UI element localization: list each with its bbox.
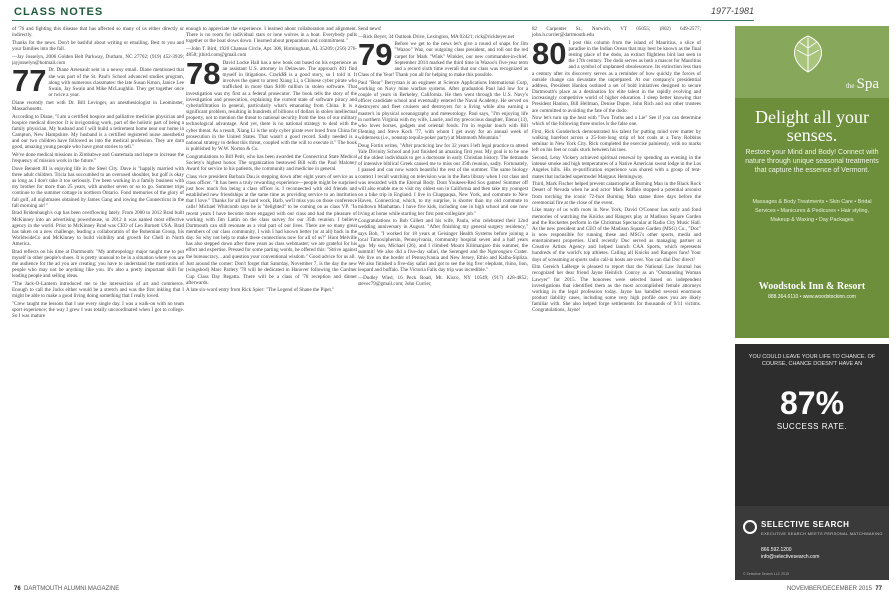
note-paragraph: [358, 80, 528, 142]
note-paragraph: [532, 155, 701, 180]
selective-search-advertisement[interactable]: [735, 344, 889, 580]
note-paragraph: [532, 115, 701, 127]
class-year-entry: [358, 37, 528, 79]
note-text: Diane recently met with Dr. Bill Levinger, an anesthesiologist in Leominster, Massachusetts.: [12, 99, 184, 112]
selective-search-logo-icon: [743, 520, 757, 534]
resort-name: Woodstock Inn & Resort: [758, 281, 866, 292]
note-text: Brad reflects on his time at Dartmouth: "My anthropology major taught me to put myself in other people's shoes. It is pretty unusual to be in a situation where you are the audience for the ad you are creating; you have to understand the motivation of people who may not be anything like you. It's also a pretty important skill for leading people and selling ideas.: [12, 248, 184, 280]
section-title: CLASS NOTES: [14, 6, 104, 18]
note-paragraph: [12, 301, 184, 319]
left-page-number: 76: [14, 586, 21, 592]
note-text: Elm Gereich LaBerge is pleased to report that the National Law Journal has recognized her dear friend Jayne Heinlich Conroy as an "Outstanding Woman Lawyer" for 2015. The honorees were selected based on independent investigations that identified them as the most accomplished female attorneys working in the legal profession today. Jayne has handled several enormous product liability cases, including some very high profile ones you are likely familiar with. She also helped forge settlements for thousands of 9/11 victims. Congratulations, Jayne!: [532, 264, 701, 314]
note-paragraph: [12, 54, 184, 66]
note-text: enough to appreciate the experience. I learned about collaboration and alignment. There is no room for individual stars or lone wolves in a boat. Everybody pulls together or the boat slows down. I learned about preparation and commitment.": [186, 26, 357, 45]
class-year-entry: [12, 63, 184, 99]
class-year-number: 77: [12, 63, 47, 99]
search-ad-copyright: © Selective Search LLC 2015: [743, 572, 789, 576]
note-text: Doug Fortin writes, "After practicing law for 32 years I left legal practice to attend Yale Divinity School and just finished an amazing first year. My goal is to be one of the oldest individuals to get a doctorate in early Christian history. The demands of intensive biblical Greek caused me to miss our 35th reunion, sadly. Fortunately, I passed and can now watch beautiful the rest of the summer. The same biology context I recall watching on television was in the Beta library when I cut class and was rewarded with the Eternal Body. Dont Youkees-Red Sox games! Summer off will also enable me to visit my oldest son in California and then take my youngest on a bike trip in England. I live in Chappaqua, New York, and commute to New Haven, Connecticut, which, to my surprise, is shorter than my old commute to midtown Manhattan. I have five kids, including one in high school and one now living at home while starting her first post-collegiate job.": [358, 142, 528, 217]
note-paragraph: [532, 181, 701, 206]
note-text: Dr. Diane Arsenault sent in a newsy email. Diane mentioned that she was part of the St. Paul's School advanced studies program, along with numerous classmates: the late Susan Kmon, Janice Lee Swain, Jay Swain and Mike McLaughlin. They get together once or twice a year.: [48, 67, 184, 99]
magazine-name: DARTMOUTH ALUMNI MAGAZINE: [24, 586, 120, 592]
note-paragraph: [186, 261, 357, 286]
note-text: Class vice president Barbara Dau is stepping down after eight years of service as a class officer. "It has been a truly rewarding experience—people might be surprised just how much fun being a class officer is. I reconnected with old friends and established new friendships at the same time as providing service to an institution that I love." Thanks for all the hard work, Barb, we'll miss you on those conference calls! Michael Whitcomb says he is "delighted" to be coming on as class VP. "In recent years I have become more engaged with our class and had the pleasure of working with Jim Lattin on the class survey for our 35th reunion. I believe Dartmouth can still resonate as a vital part of our lives. There are so many great members of our class community. I wish I had known better (or at all) back in the day. So why not help to make these connections now for all of us?" Hunt Melville has also stepped down after three years as class webmaster; we are grateful for his effort and expertise. Pressed for some parting words, he offered this: "Strive against the bureaucracy... and question your conventional wisdom." Good advice for us all.: [186, 173, 357, 260]
note-text: 82 Carpenter St., Norwich, VT 05055; (802) 649-2577; john.h.currier@dartmouth.edu: [532, 26, 701, 39]
note-paragraph: [358, 26, 528, 32]
footer-left: [14, 586, 119, 592]
search-ad-name: SELECTIVE SEARCH: [761, 520, 850, 529]
note-text: —Dudley Wied, 16 Peck Road, Mt. Kisco, NY 10549; (917) 428-4852; stevec79@gmail.com; John Currier,: [358, 275, 528, 288]
class-year-number: 79: [358, 37, 393, 73]
note-text: Paul "Bear" Berryman is an engineer at Science Applications International Corp, working on Navy mine warfare systems. After graduation Paul laid low for a couple of years in Berkeley, California. He then went through the U.S. Navy's officer candidate school and eventually entered the Naval Academy. He served on destroyers and fleet cruisers and destroyers for a living while also earning a master's in physical oceanography and meteorology. Paul says, "I'm enjoying life in northern Virginia with my wife, Laurie, and my precocious daughter, Elena (13), who loves horses, gadgets and oriental foods. I'm in regular touch with Bill Fleming and Steve Koch '77, with whom I get away for an annual week of wilderness (i.e., nonstop tequila-poker party) at Mammoth Mountain.": [358, 79, 528, 142]
note-paragraph: [358, 34, 528, 40]
spa-headline: Delight all your senses.: [755, 107, 869, 145]
note-text: We've done medical missions in Zimbabwe and Guatemala and hope to increase the frequency of mission work in the future.": [12, 151, 184, 165]
note-paragraph: [358, 218, 528, 273]
note-paragraph: [12, 249, 184, 280]
resort-contact[interactable]: 888.364.6110 • www.woodstockinn.com: [768, 294, 856, 300]
search-ad-percent: 87%: [779, 385, 845, 421]
column-4: [532, 26, 701, 580]
class-year-number: 78: [186, 55, 221, 91]
right-page-number: 77: [875, 586, 882, 592]
note-text: Third, Mark Fischer helped prevent catastrophe at Burning Man in the Black Rock Desert of Nevada when he and actor Mark Ruffalo stopped a potential arsonist from torching the iconic 72-foot Burning Man statue three days before the ceremonial fire at the close of the event.: [532, 181, 701, 206]
note-paragraph: [532, 129, 701, 154]
note-paragraph: [358, 143, 528, 217]
search-ad-band: [735, 506, 889, 580]
note-text: "The Jack-O-Lantern introduced me to the intersection of art and commerce. Enough to call the Jacks either would be a stretch and was the first inkling that I might be able to make a good living doing something that I really loved.: [12, 281, 184, 300]
class-year-entry: [186, 55, 357, 152]
note-text: Just around the corner: Don't forget that Saturday, November 7, is the day the new (wingshod) Marc Parlery '78 will be dedicated in Hanover following the Gardner Cup Class Day Regatta. There will be a class of '78 reception and dinner afterwards.: [186, 261, 357, 286]
note-text: —Jay Josselyn, 2006 Golden Belt Parkway, Durham, NC 27702; (919) 452-3939; jayjosselyn@hotmail.com: [12, 53, 184, 66]
footer-right: [787, 586, 882, 592]
note-text: Brad Bridenbaugh's cup has been overflowing lately. From 2000 to 2012 Brad built McKinney into an advertising powerhouse, in 2012 it was named most effective agency in the world. Prior to McKinney Brad was CEO of Leo Burnett USA. Brad has taken on a new challenge, leading a collaboration of the Bohemian Group, his WorldwideCo and McKinney to build visibility and growth for Chell in North America.: [12, 210, 184, 248]
leaf-icon: [781, 32, 835, 76]
note-text: Congratulations to Bob Gillett and his wife, Paula, who celebrated their 32nd wedding anniversary in August. "After finishing my general surgery residency," says Bob, "I worked for 18 years at Geisinger Health Systems before joining a local Tamoxiphersin, Pennsylvania, community hospital seven and a half years ago. My son, Michael (26), and I climbed Mount Kilimanjaro this summer, the summit! We also did a five-day safari, the Serengeti and the Ngorongoro Crater. We live on the border of Pennsylvania and New Jersey, Ethio and Kalba-Sipliza. We also finished a five-day safari and got to see the big five: elephant, rhino, lion, leopard and buffalo. The Victoria Falls day trip was incredible.": [358, 218, 528, 274]
advertisements: [735, 26, 889, 580]
search-ad-rate: SUCCESS RATE.: [776, 422, 848, 431]
note-text: —Rick Beyer, 34 Outlook Drive, Lexington, MA 02421; rick@rickbeyer.net: [358, 33, 515, 40]
note-paragraph: [532, 207, 701, 262]
note-paragraph: [358, 275, 528, 287]
spa-services: Massages & Body Treatments • Skin Care • Bridal Services • Manicures & Pedicures • Hair styling, Makeup & Waxing • Day Packages: [752, 199, 872, 223]
search-ad-lead: YOU COULD LEAVE YOUR LIFE TO CHANCE. OF COURSE, CHANCE DOESN'T HAVE AN: [748, 354, 876, 367]
note-text: A late six-word entry from Rick Spier: "The Legend of Shane the Piper.": [186, 287, 335, 294]
spa-advertisement[interactable]: [735, 26, 889, 338]
note-paragraph: [12, 210, 184, 247]
class-year-entry: [532, 35, 701, 114]
note-text: of '76 and fighting this disease that has affected so many of us either directly or indirectly.: [12, 26, 184, 39]
class-year-number: 80: [532, 35, 567, 71]
note-paragraph: [532, 264, 701, 313]
column-3: [358, 26, 528, 580]
note-paragraph: [12, 40, 184, 52]
note-text: Congratulations to Bill Petit, who has been awarded the Connecticut State Medical Society's highest honor. The organization bestowed Bill with the Paul Maloney Award for service to his patients, the community and medicine in general.: [186, 153, 357, 172]
issue-date: NOVEMBER/DECEMBER 2015: [786, 586, 872, 592]
note-text: Send news!: [358, 26, 382, 32]
spa-wordmark: the Spa: [845, 76, 879, 92]
note-text: According to Diane, "I am a certified hospice and palliative medicine physician and hospice medical director. It is invigorating work, part of the holistic part of being a family physician. My husband and I will build a retirement home near our home in Campton, New Hampshire. My husband is a certified registered nurse anesthetist and our two children have followed us into the medical profession. They are darn good, amazing young people who have great stories to tell.": [12, 113, 184, 151]
note-text: I post this column from the island of Mauritius, a slice of paradise in the Indian Ocean that may best be known as the final resting place of the dodo, an extinct flightless bird last seen in the 17th century. The dodo serves as both a mascot for Mauritius and a symbol of unplanned obsolescence. Its extinction less than a century after its discovery serves as a reminder of how quickly the forces of outside change can devastate the unprepared. At our company's presidential address, President Hanlon outlined a set of bold initiatives designed to secure Dartmouth's place as a destination for elite talent in the rapidly evolving and increasingly competitive world of higher education. I sleep better knowing that President Hanlon, Bill Hellman, Denise Dupre, John Rich and our other trustees are committed to avoiding the fate of the dodo.: [532, 39, 701, 114]
note-text: David Locke Hall has a new book out based on his experience as an assistant U.S. attorney in Delaware. The approach 401 find myself in litigations. Crack$$ is a good story, so I told it. It involves the quest to arrest Xiang Li, a Chinese cyber pirate who trafficked in more than $100 million in stolen software. That investigation was my first as a federal prosecutor. The book tells the story of the investigation and prosecution, explaining the current state of software piracy and cyberinfiltration in general, particularly what's emanating from China. It is a significant problem, resulting in hundreds of billions of dollars in stolen intellectual property, not to mention the threat to national security from the loss of our military technological advantage. And yet, there is no national strategy to deal with the cyber threat. As a result, Xiang Li is the only cyber pirate ever lured from China for prosecution in the United States. That wasn't a good record. Sadly needed is a national strategy to defeat this threat, coupled with the will to execute it." The book is published by W.W. Norton & Co.: [186, 59, 357, 152]
note-text: Before we get to the news let's give a round of snaps for Jim "Wazoo" Waz, our outgoing class president, and roll out the red carpet for Mark "Wink" Winkler, our new commander-in-chief. September 2014 marked the third time in Wazoo's five-year term and a record sixth time overall that our class was recognized as Class of the Year! Thank you all for helping to make this possible.: [358, 41, 528, 79]
spa-tagline: Restore your Mind and Body! Connect with nature through unique seasonal treatments that capture the essence of Vermont.: [745, 149, 879, 174]
column-2: [186, 26, 357, 580]
note-text: "Crew taught me lessons that I use every single day. I was a walk-on with no team sport experience; the way I grew I was totally uncoordinated when I got to college. So I was mature: [12, 301, 184, 320]
note-paragraph: [12, 26, 184, 38]
class-years: 1977-1981: [710, 6, 754, 16]
note-paragraph: [532, 26, 701, 38]
note-text: Like many of us with roots in New York, David O'Connor has early and fond memories of watching the Knicks and Rangers play at Madison Square Garden and the Rockettes perform in the Christmas Spectacular at Radio City Music Hall. As the new president and CEO of the Madison Square Garden (MSG) Co., "Doc" is now responsible for running these and MSG's other sports, media and entertainment properties. Until recently Doc served as managing partner at Creative Artists Agency and helped launch CAA Sports, which represents hundreds of the world's top athletes. Calling all Knicks and Rangers fans! Your days of screaming at sports radio call-in hosts are over. You can dial Doc direct!: [532, 207, 701, 263]
note-paragraph: [12, 281, 184, 299]
note-text: Thanks for the news. Don't be bashful about writing or emailing. Best to you and your families into the fall.: [12, 39, 184, 52]
column-1: [12, 26, 184, 580]
note-text: Now let's turn up the heat with "Two Truths and a Lie" See if you can determine which of the following three stories is the false one.: [532, 115, 701, 128]
note-text: —John T. Bird, 1920 Chateau Circle, Apt. 306, Birmingham, AL 35209; (256) 276-4858; jtbird.com@gmail.com: [186, 45, 357, 59]
note-paragraph: [186, 46, 357, 58]
spa-logo-band: [735, 26, 889, 98]
note-paragraph: [186, 287, 357, 293]
search-ad-contact[interactable]: [761, 547, 819, 561]
search-ad-phone[interactable]: 866.592.1200: [761, 547, 792, 553]
note-paragraph: [186, 26, 357, 44]
header-rule: [12, 20, 754, 21]
note-paragraph: [12, 100, 184, 112]
note-text: Dave Bennett III is enjoying life in the Steel City. Dave is "happily married with three adult children. Tricia has succumbed to an overused shoulder, but golf is okay as long as I don't take it too seriously. I've been working in a family business with my brother for more than 25 years, with another seven or so to go. Summer trips continue to the summer cottage in northern Ontario. Fond memories of the glory of fall golf, all nightmares obtained by James Gang and rowing the Connecticut in the fall morning air!": [12, 165, 184, 209]
note-text: Second, Leny Vickery achieved spiritual renewal by spending an evening in the intense smoke and high temperatures of a Native American sweat lodge in the Los Angeles hills. His re-purification experience was shared with a group of tent-mates that included supermodel Margaux Hemingway.: [532, 155, 701, 180]
note-paragraph: [12, 166, 184, 209]
page-header: [12, 4, 884, 22]
note-paragraph: [12, 152, 184, 164]
note-text: First, Rick Gunderlock demonstrated his talent for putting mind over matter by walking barefoot across a 25-foot-long strip of hot coals at a Tony Robbins seminar in New York City. Rick completed the exercise painlessly, with no marks left on his feet or coals stuck between his toes.: [532, 129, 701, 154]
search-ad-email[interactable]: info@selectivesearch.com: [761, 554, 820, 560]
page-footer: [12, 582, 884, 596]
note-paragraph: [186, 154, 357, 172]
search-ad-tag: EXECUTIVE SEARCH MEETS PERSONAL MATCHMAKING: [761, 531, 883, 536]
note-paragraph: [12, 114, 184, 151]
note-paragraph: [186, 174, 357, 260]
